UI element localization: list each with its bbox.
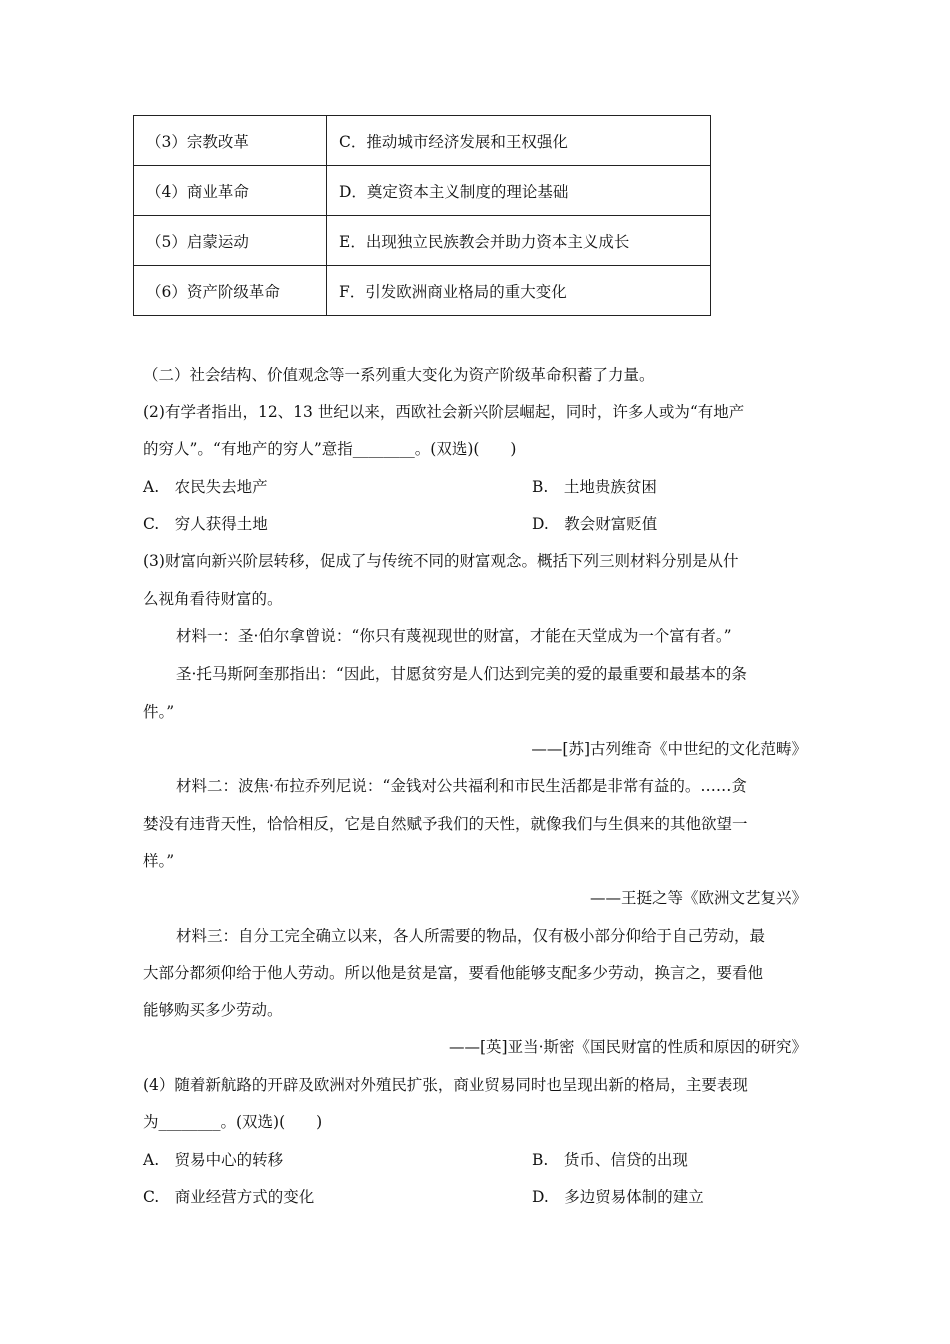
- material-2-source: ——王挺之等《欧洲文艺复兴》: [589, 889, 807, 907]
- table-cell-effect: F．引发欧洲商业格局的重大变化: [327, 266, 711, 316]
- table-cell-event: （5）启蒙运动: [134, 216, 327, 266]
- table-cell-event: （3）宗教改革: [134, 116, 327, 166]
- material-2-text: 婪没有违背天性，恰恰相反，它是自然赋予我们的天性，就像我们与生俱来的其他欲望一: [143, 815, 748, 833]
- material-1-text: 材料一：圣·伯尔拿曾说：“你只有蔑视现世的财富，才能在天堂成为一个富有者。”: [176, 627, 732, 645]
- table-row: [134, 216, 711, 266]
- material-3-text: 大部分都须仰给于他人劳动。所以他是贫是富，要看他能够支配多少劳动，换言之，要看他: [143, 964, 764, 982]
- question-4-text: (4）随着新航路的开辟及欧洲对外殖民扩张，商业贸易同时也呈现出新的格局，主要表现: [143, 1076, 748, 1094]
- table-row: [134, 266, 711, 316]
- question-3-text: (3)财富向新兴阶层转移，促成了与传统不同的财富观念。概括下列三则材料分别是从什: [143, 552, 739, 570]
- option-b: B. 货币、信贷的出现: [532, 1151, 688, 1169]
- option-a: A. 农民失去地产: [143, 478, 268, 496]
- table-cell-effect: E．出现独立民族教会并助力资本主义成长: [327, 216, 711, 266]
- option-c: C. 穷人获得土地: [143, 515, 268, 533]
- material-3-text: 能够购买多少劳动。: [143, 1001, 283, 1019]
- option-b: B. 土地贵族贫困: [532, 478, 657, 496]
- option-a: A. 贸易中心的转移: [143, 1151, 284, 1169]
- material-1-source: ——[苏]古列维奇《中世纪的文化范畴》: [531, 740, 807, 758]
- material-1-text: 圣·托马斯阿奎那指出：“因此，甘愿贫穷是人们达到完美的爱的最重要和最基本的条: [176, 665, 747, 683]
- table-row: [134, 116, 711, 166]
- matching-table: [133, 115, 711, 316]
- table-cell-effect: D．奠定资本主义制度的理论基础: [327, 166, 711, 216]
- question-2-text: (2)有学者指出，12、13 世纪以来，西欧社会新兴阶层崛起，同时，许多人或为“有地产: [143, 403, 745, 421]
- table-cell-event: （4）商业革命: [134, 166, 327, 216]
- table-cell-event: （6）资产阶级革命: [134, 266, 327, 316]
- option-d: D. 教会财富贬值: [532, 515, 658, 533]
- option-d: D. 多边贸易体制的建立: [532, 1188, 704, 1206]
- material-1-text: 件。”: [143, 703, 175, 721]
- question-2-text: 的穷人”。“有地产的穷人”意指________。(双选)( ): [143, 440, 517, 458]
- section-heading: （二）社会结构、价值观念等一系列重大变化为资产阶级革命积蓄了力量。: [143, 366, 655, 384]
- table-row: [134, 166, 711, 216]
- question-3-text: 么视角看待财富的。: [143, 590, 283, 608]
- option-c: C. 商业经营方式的变化: [143, 1188, 315, 1206]
- table-cell-effect: C．推动城市经济发展和王权强化: [327, 116, 711, 166]
- question-4-text: 为________。(双选)( ): [143, 1113, 323, 1131]
- material-2-text: 样。”: [143, 852, 175, 870]
- material-3-source: ——[英]亚当·斯密《国民财富的性质和原因的研究》: [448, 1038, 807, 1056]
- material-2-text: 材料二：波焦·布拉乔列尼说：“金钱对公共福利和市民生活都是非常有益的。……贪: [176, 777, 747, 795]
- material-3-text: 材料三：自分工完全确立以来，各人所需要的物品，仅有极小部分仰给于自己劳动，最: [176, 927, 766, 945]
